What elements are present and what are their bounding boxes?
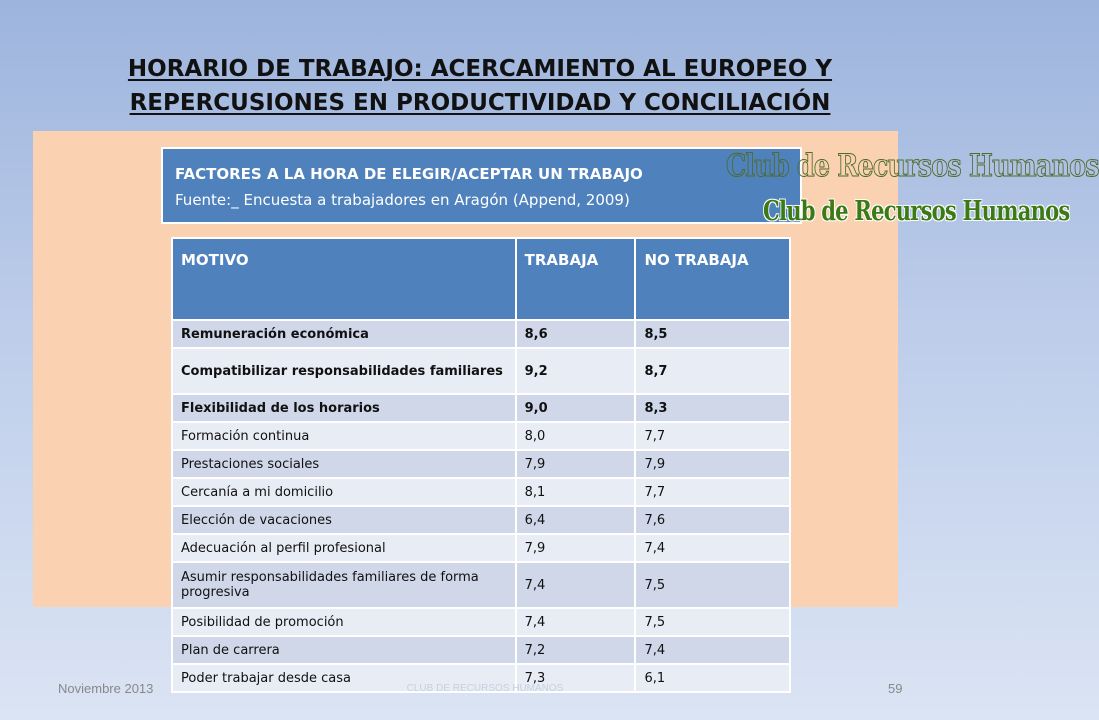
table-row [172,562,790,608]
header-trabaja: TRABAJA [516,238,636,320]
cell-trabaja: 7,3 [516,664,636,692]
cell-no-trabaja: 8,5 [635,320,790,348]
table-row [172,394,790,422]
cell-motivo: Cercanía a mi domicilio [172,478,516,506]
slide-title-line-1: HORARIO DE TRABAJO: ACERCAMIENTO AL EUROPEO Y [127,56,833,82]
cell-trabaja: 7,9 [516,534,636,562]
slide-title-line-2: REPERCUSIONES EN PRODUCTIVIDAD Y CONCILIACIÓN [129,90,831,116]
table-row [172,320,790,348]
table-header-row [172,238,790,320]
cell-trabaja: 7,4 [516,562,636,608]
cell-motivo: Poder trabajar desde casa [172,664,516,692]
cell-no-trabaja: 8,7 [635,348,790,394]
source-citation: Fuente:_ Encuesta a trabajadores en Aragón (Append, 2009) [175,191,630,209]
cell-trabaja: 8,6 [516,320,636,348]
table-row [172,478,790,506]
cell-no-trabaja: 7,7 [635,478,790,506]
cell-no-trabaja: 8,3 [635,394,790,422]
cell-no-trabaja: 7,4 [635,534,790,562]
cell-trabaja: 9,2 [516,348,636,394]
footer-center-text: CLUB DE RECURSOS HUMANOS [406,683,564,694]
table-row [172,608,790,636]
cell-trabaja: 7,2 [516,636,636,664]
cell-no-trabaja: 7,4 [635,636,790,664]
cell-trabaja: 9,0 [516,394,636,422]
cell-no-trabaja: 7,5 [635,608,790,636]
footer-page-number: 59 [888,681,903,696]
cell-motivo: Remuneración económica [172,320,516,348]
cell-motivo: Formación continua [172,422,516,450]
cell-no-trabaja: 7,9 [635,450,790,478]
table-row [172,506,790,534]
footer-date: Noviembre 2013 [58,681,154,696]
cell-motivo: Posibilidad de promoción [172,608,516,636]
header-motivo: MOTIVO [172,238,516,320]
cell-motivo: Prestaciones sociales [172,450,516,478]
table-row [172,636,790,664]
cell-trabaja: 6,4 [516,506,636,534]
cell-no-trabaja: 7,5 [635,562,790,608]
source-box [161,147,802,224]
cell-no-trabaja: 6,1 [635,664,790,692]
table-row [172,422,790,450]
cell-no-trabaja: 7,7 [635,422,790,450]
cell-no-trabaja: 7,6 [635,506,790,534]
cell-trabaja: 8,1 [516,478,636,506]
table-row [172,534,790,562]
source-heading: FACTORES A LA HORA DE ELEGIR/ACEPTAR UN TRABAJO [175,165,643,183]
factors-table [171,237,791,693]
cell-motivo: Adecuación al perfil profesional [172,534,516,562]
table-row [172,450,790,478]
cell-trabaja: 7,4 [516,608,636,636]
slide-title [40,52,920,120]
table-row [172,348,790,394]
club-logo-outline: Club de Recursos Humanos [726,148,1099,184]
cell-trabaja: 7,9 [516,450,636,478]
cell-motivo: Plan de carrera [172,636,516,664]
cell-motivo: Compatibilizar responsabilidades familiares [172,348,516,394]
header-no-trabaja: NO TRABAJA [635,238,790,320]
cell-trabaja: 8,0 [516,422,636,450]
cell-motivo: Flexibilidad de los horarios [172,394,516,422]
cell-motivo: Asumir responsabilidades familiares de forma progresiva [172,562,516,608]
cell-motivo: Elección de vacaciones [172,506,516,534]
club-logo-text: Club de Recursos Humanos [763,196,1070,227]
